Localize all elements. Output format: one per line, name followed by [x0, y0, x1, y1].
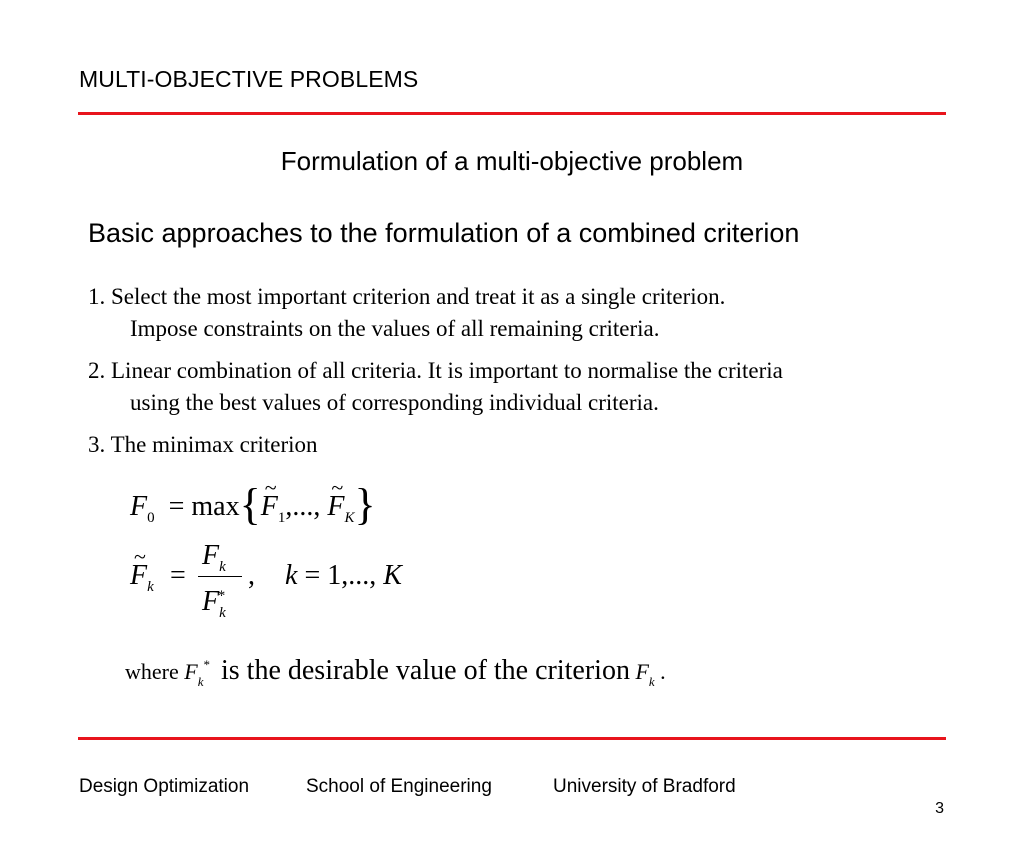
- page-number: 3: [935, 800, 944, 817]
- footer-school: School of Engineering: [306, 776, 492, 797]
- normalisation-equation: ~ $F_k$ = $F_k$ $F_k^*$ , k = 1,..., K: [130, 540, 450, 630]
- list-item-text: 2. Linear combination of all criteria. It is important to normalise the criteria: [88, 358, 783, 383]
- list-item-text: 1. Select the most important criterion and treat it as a single criterion.: [88, 284, 726, 309]
- list-item-text: 3. The minimax criterion: [88, 432, 318, 457]
- list-item-continuation: Impose constraints on the values of all remaining criteria.: [130, 316, 660, 341]
- top-divider: [78, 112, 946, 115]
- section-subtitle: Formulation of a multi-objective problem: [280, 146, 744, 176]
- slide-title: MULTI-OBJECTIVE PROBLEMS: [79, 66, 419, 92]
- section-heading: Basic approaches to the formulation of a combined criterion: [88, 218, 800, 248]
- where-prefix: where: [125, 659, 179, 684]
- bottom-divider: [78, 737, 946, 740]
- minimax-equation: $F_0$ = max{~ $F_1$,..., ~ $F_K$}: [130, 475, 376, 526]
- where-note: where $F_k^*$ is the desirable value of the criterion $F_k$ .: [125, 655, 666, 689]
- where-text: is the desirable value of the criterion: [220, 655, 630, 686]
- footer-course: Design Optimization: [79, 776, 250, 797]
- where-suffix: .: [660, 659, 666, 684]
- list-item-continuation: using the best values of corresponding individual criteria.: [130, 390, 659, 415]
- footer-university: University of Bradford: [553, 776, 736, 797]
- list-item: [88, 355, 783, 419]
- list-item: [88, 281, 725, 345]
- list-item: [88, 429, 318, 461]
